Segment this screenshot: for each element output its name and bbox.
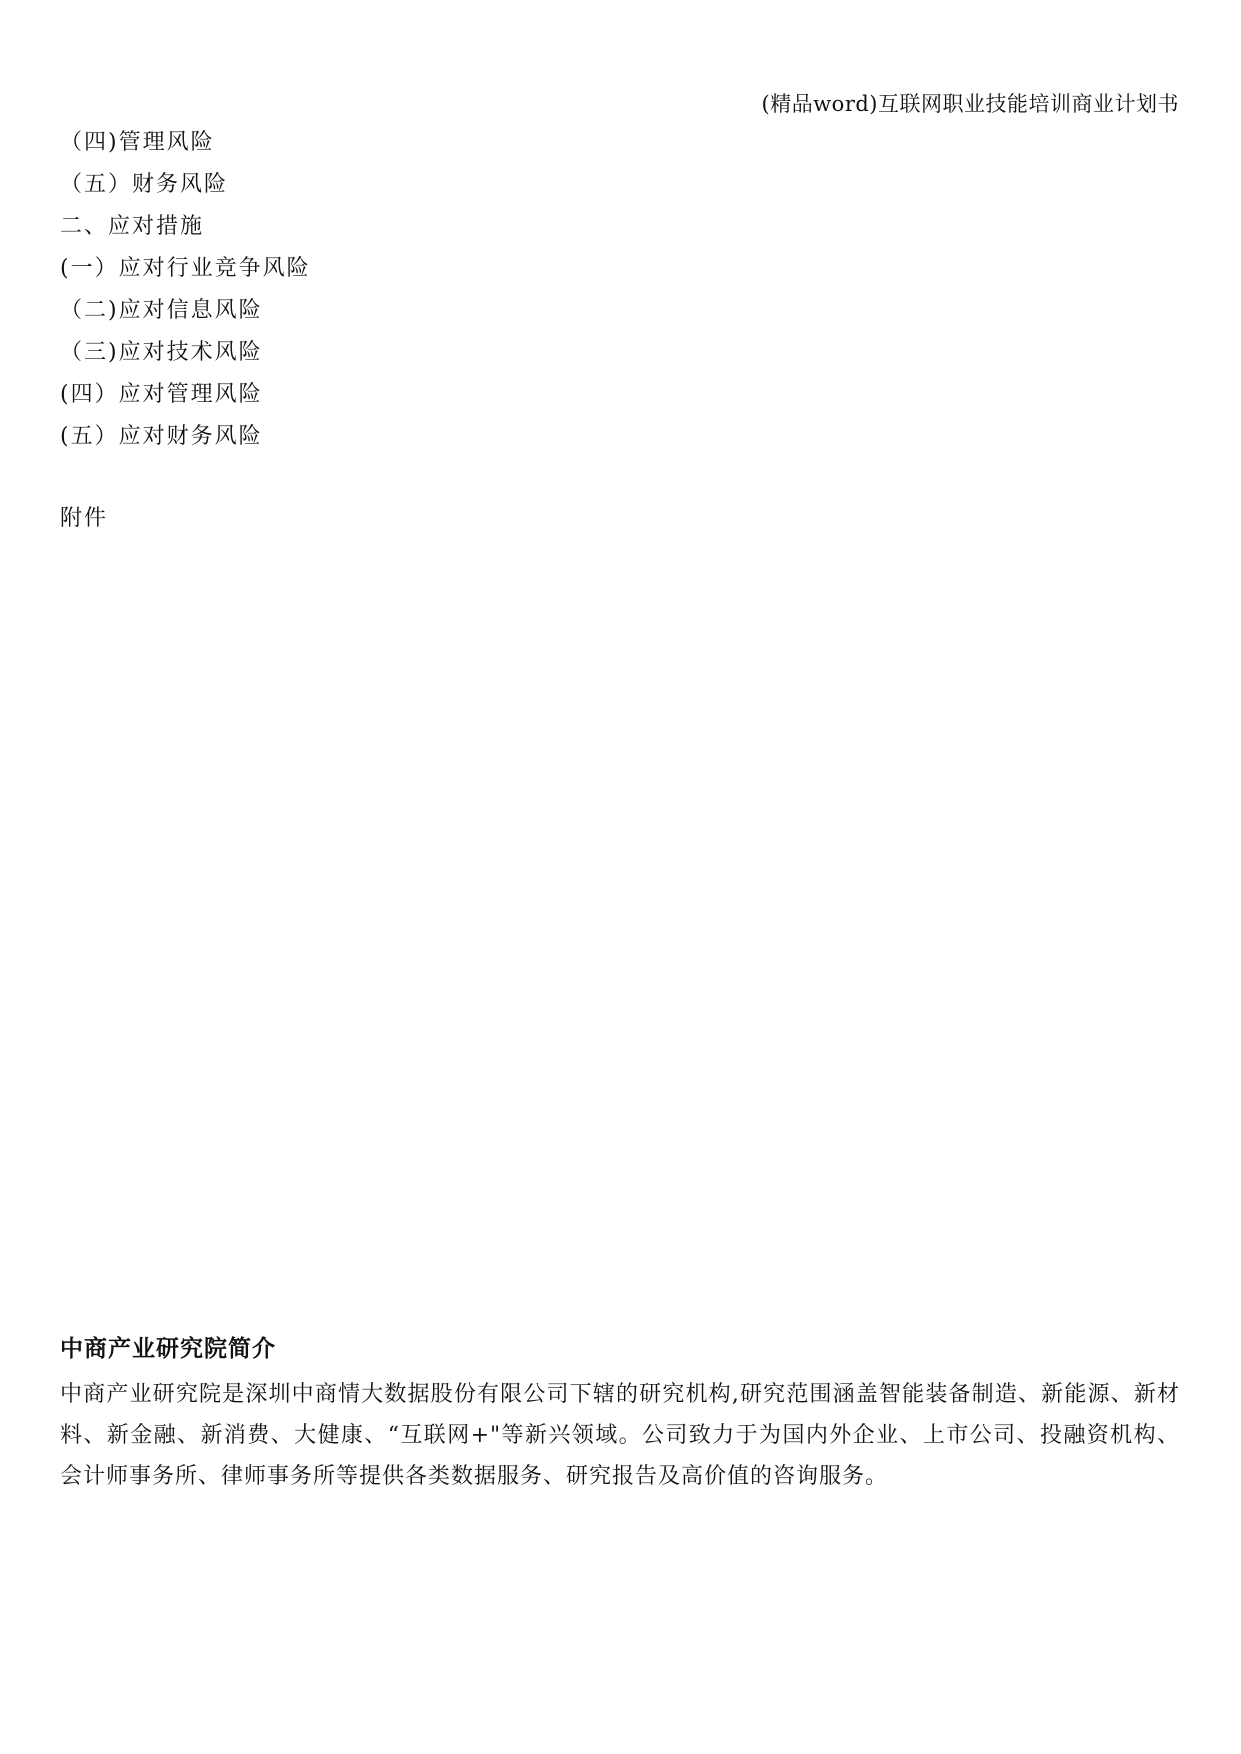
institute-intro-section <box>60 1334 1180 1497</box>
outline-item-information-countermeasure: （二)应对信息风险 <box>60 298 263 323</box>
outline-item-management-countermeasure: (四）应对管理风险 <box>60 382 263 407</box>
outline-item-competition-countermeasure: (一）应对行业竞争风险 <box>60 256 311 281</box>
outline-heading-countermeasures: 二、应对措施 <box>60 214 205 239</box>
attachment-label: 附件 <box>60 506 109 531</box>
intro-body: 中商产业研究院是深圳中商情大数据股份有限公司下辖的研究机构,研究范围涵盖智能装备制造、新能源、新材料、新金融、新消费、大健康、“互联网+"等新兴领域。公司致力于为国内外企业、上市公司、投融资机构、会计师事务所、律师事务所等提供各类数据服务、研究报告及高价值的咨询服务。 <box>60 1382 1180 1489</box>
outline-item-financial-risk: （五）财务风险 <box>60 172 229 197</box>
intro-title: 中商产业研究院简介 <box>60 1336 276 1362</box>
document-header: (精品word)互联网职业技能培训商业计划书 <box>761 92 1179 116</box>
risk-outline <box>60 128 311 464</box>
outline-item-technology-countermeasure: （三)应对技术风险 <box>60 340 263 365</box>
outline-item-management-risk: （四)管理风险 <box>60 130 215 155</box>
outline-item-financial-countermeasure: (五）应对财务风险 <box>60 424 263 449</box>
